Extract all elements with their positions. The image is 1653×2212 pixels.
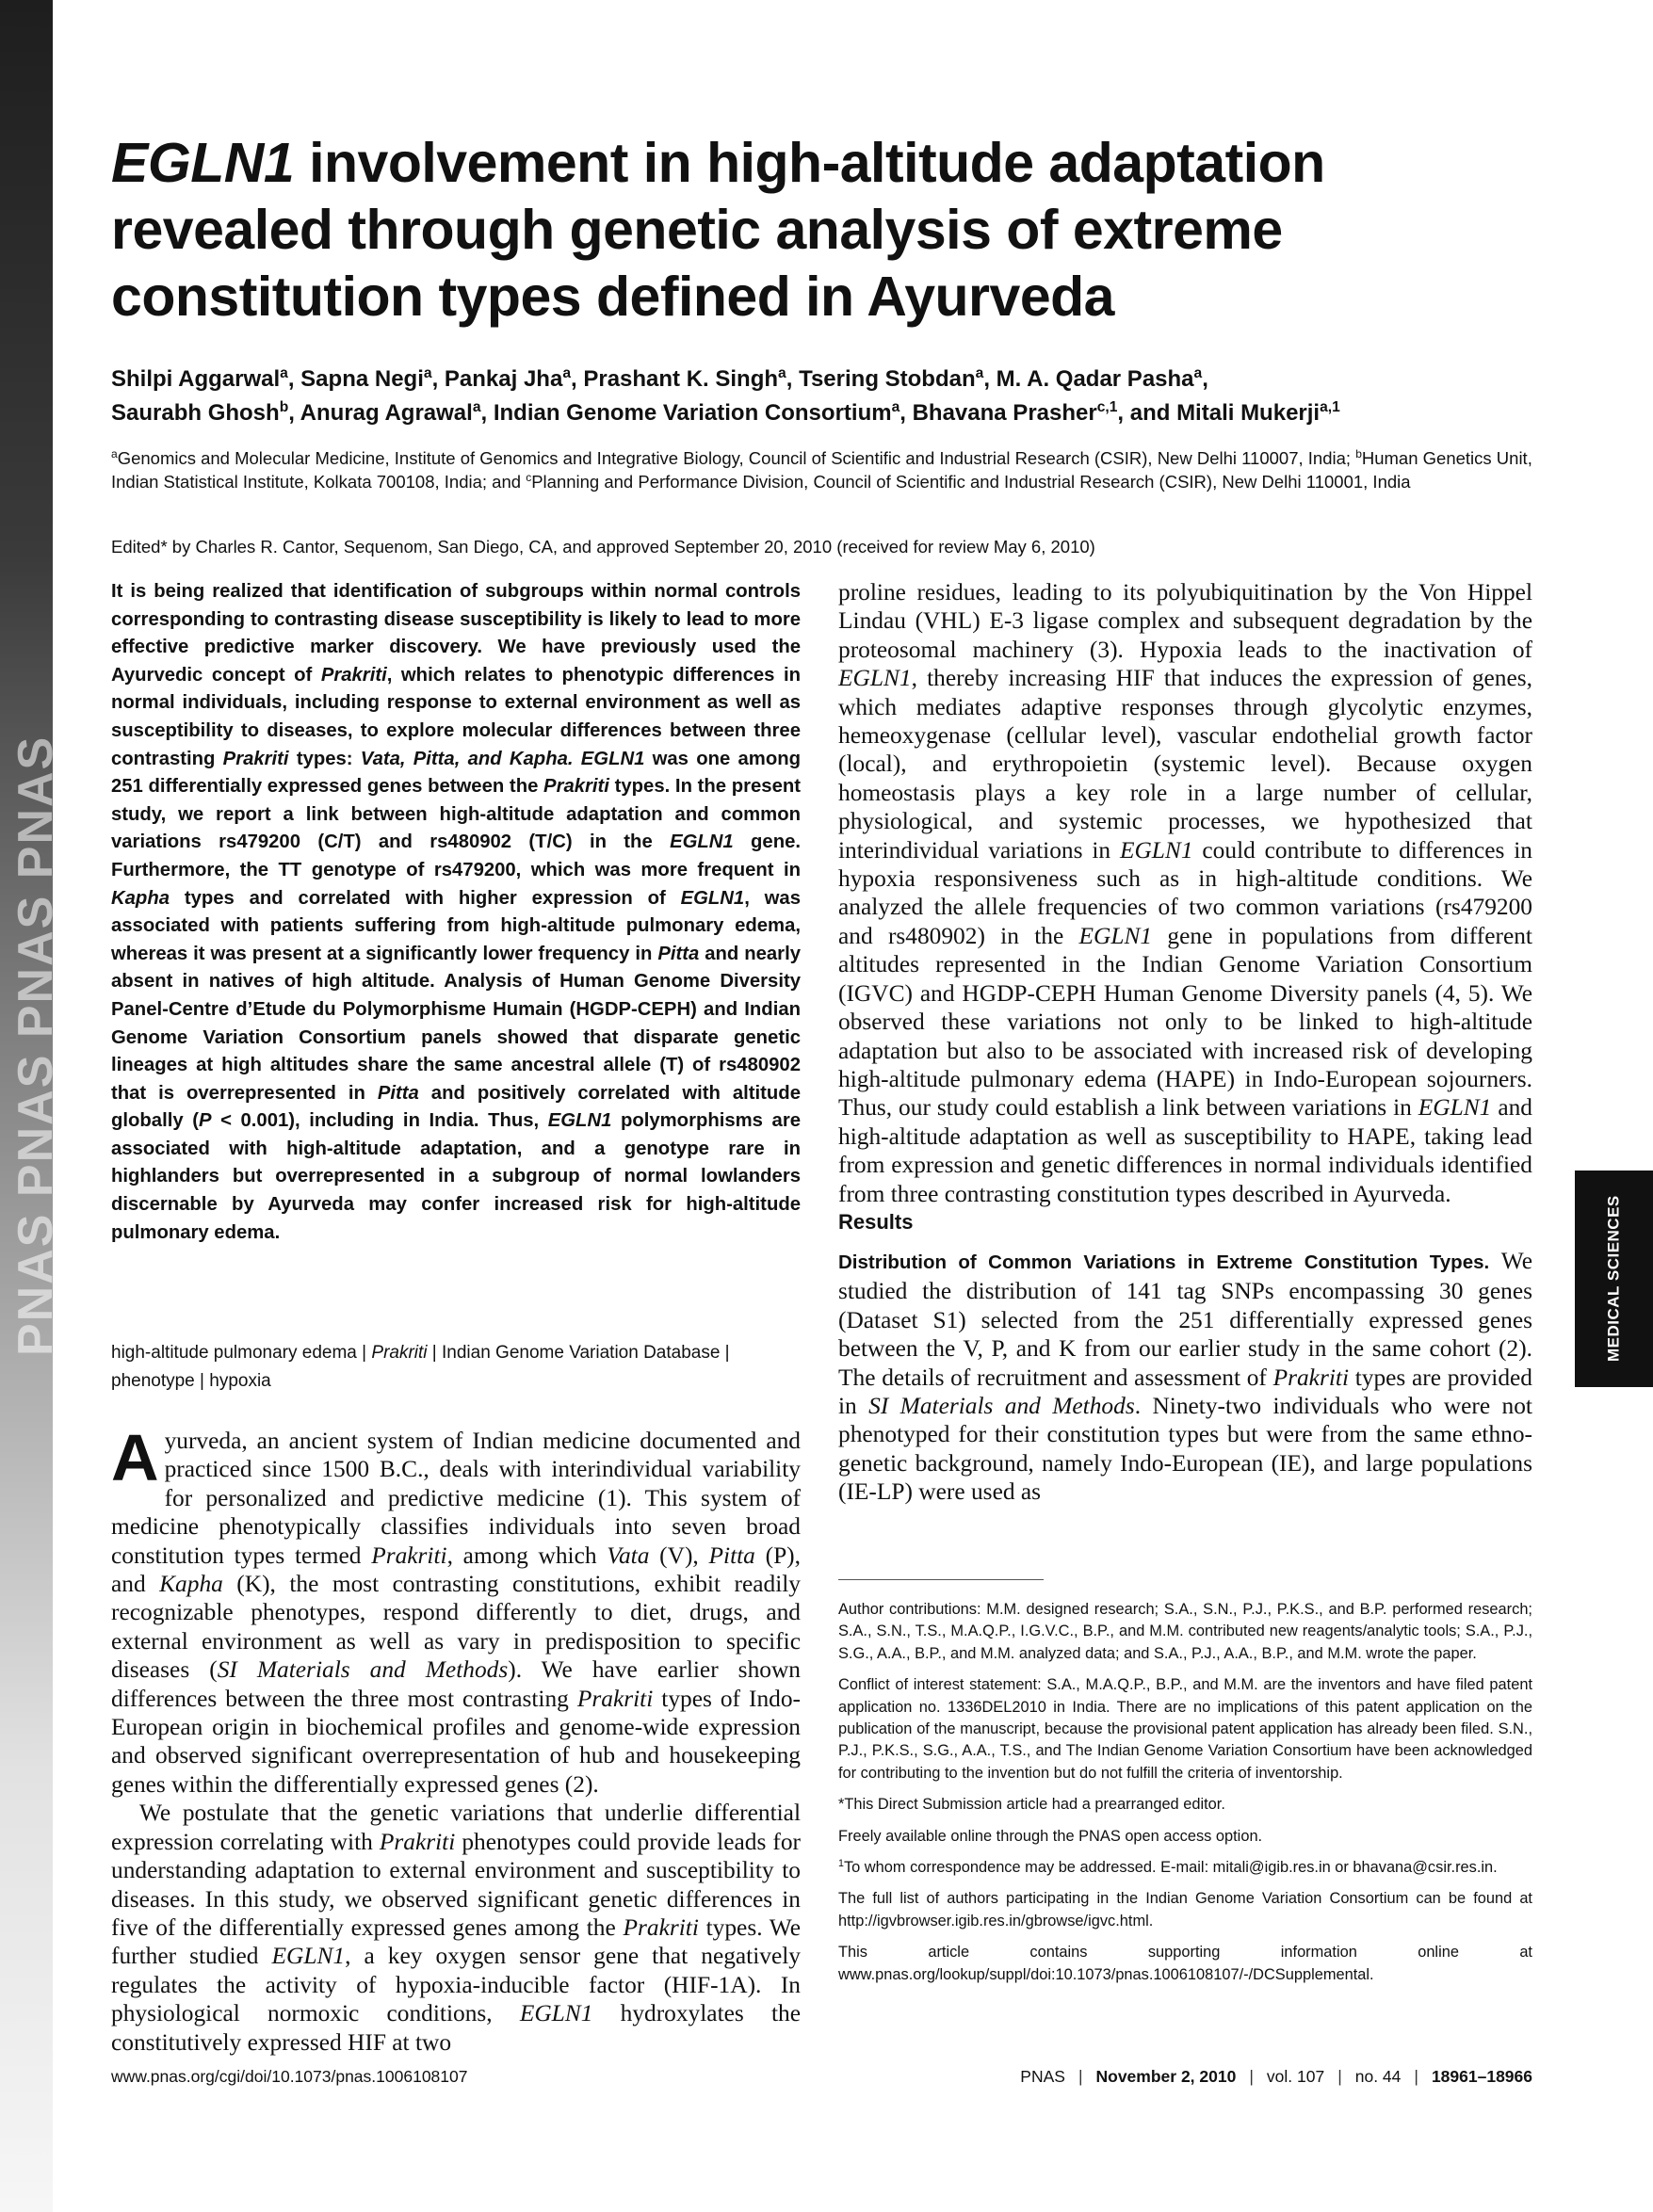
title-rest: involvement in high-altitude adaptation revealed through genetic analysis of extreme constitution types defined in Ayurveda bbox=[111, 132, 1325, 328]
doi-url: www.pnas.org/cgi/doi/10.1073/pnas.1006108107 bbox=[111, 2067, 468, 2086]
section-tab: MEDICAL SCIENCES bbox=[1575, 1171, 1653, 1387]
correspondence-note: $^1$To whom correspondence may be addressed. E-mail: mitali@igib.res.in or bhavana@csir.res.in. bbox=[838, 1858, 1498, 1877]
author: Prashant K. Singh$^a$, bbox=[583, 365, 800, 392]
intro-paragraph: Ayurveda, an ancient system of Indian medicine documented and practiced since 1500 B.C., deals with interindividual variability for personalized and predictive medicine (1). This system of medicine phenotypically classifies individuals into seven broad constitution types termed Prakriti, among which Vata (V), Pitta (P), and Kapha (K), the most contrasting constitutions, exhibit readily recognizable phenotypes, respond differently to diet, drugs, and external environment as well as vary in predisposition to specific diseases (SI Materials and Methods). We have earlier shown differences between the three most contrasting Prakriti types of Indo-European origin in biochemical profiles and genome-wide expression and observed significant overrepresentation of hub and housekeeping genes within the differentially expressed genes (2). bbox=[111, 1421, 801, 1798]
results-paragraph: Distribution of Common Variations in Extreme Constitution Types. We studied the distribution of 141 tag SNPs encompassing 30 genes (Dataset S1) selected from the 251 differentially expressed genes between the V, P, and K from our earlier study in the same cohort (2). The details of recruitment and assessment of Prakriti types are provided in SI Materials and Methods. Ninety-two individuals who were not phenotyped for their constitution types but were from the same ethno-genetic background, namely Indo-European (IE), and large populations (IE-LP) were used as bbox=[838, 1248, 1532, 1506]
author: Saurabh Ghosh$^b$, bbox=[111, 399, 300, 426]
results-subheading: Distribution of Common Variations in Extreme Constitution Types. bbox=[838, 1251, 1490, 1273]
author: Bhavana Prasher$^{c,1}$, and bbox=[912, 399, 1177, 426]
keywords: high-altitude pulmonary edema | Prakriti | Indian Genome Variation Database | phenotype | hypoxia bbox=[111, 1343, 730, 1391]
body-column-left bbox=[111, 1421, 802, 2057]
author: Indian Genome Variation Consortium$^a$, bbox=[493, 399, 913, 426]
author: Pankaj Jha$^a$, bbox=[444, 365, 584, 392]
footnotes bbox=[838, 1599, 1532, 1995]
edited-by-line: Edited* by Charles R. Cantor, Sequenom, San Diego, CA, and approved September 20, 2010 (received for review May 6, 2010) bbox=[111, 537, 1095, 557]
citation-footer: PNAS | November 2, 2010 | vol. 107 | no. 44 | 18961–18966 bbox=[1020, 2067, 1532, 2086]
author: Mitali Mukerji$^{a,1}$ bbox=[1176, 399, 1340, 426]
drop-cap: A bbox=[111, 1421, 159, 1494]
footnote-divider bbox=[838, 1579, 1044, 1580]
intro-continuation: proline residues, leading to its polyubiquitination by the Von Hippel Lindau (VHL) E-3 ligase complex and subsequent degradation by the proteosomal machinery (3). Hypoxia leads to the inactivation of EGLN1, thereby increasing HIF that induces the expression of genes, which mediates adaptive responses through glycolytic enzymes, hemeoxygenase (cellular level), vascular endothelial growth factor (local), and erythropoietin (systemic level). Because oxygen homeostasis plays a key role in a large number of cellular, physiological, and systemic processes, we hypothesized that interindividual variations in EGLN1 could contribute to differences in hypoxia responsiveness such as in high-altitude conditions. We analyzed the allele frequencies of two common variations (rs479200 and rs480902) in the EGLN1 gene in populations from different altitudes represented in the Indian Genome Variation Consortium (IGVC) and HGDP-CEPH Human Genome Diversity panels (4, 5). We observed these variations not only to be linked to high-altitude adaptation but also to be associated with increased risk of developing high-altitude pulmonary edema (HAPE) in Indo-European sojourners. Thus, our study could establish a link between variations in EGLN1 and high-altitude adaptation as well as susceptibility to HAPE, taking lead from expression and genetic differences in normal individuals identified from three contrasting constitution types described in Ayurveda. bbox=[838, 579, 1532, 1207]
article-title bbox=[111, 130, 1430, 331]
open-access-note: Freely available online through the PNAS open access option. bbox=[838, 1827, 1263, 1845]
direct-submission-note: *This Direct Submission article had a prearranged editor. bbox=[838, 1796, 1225, 1814]
spine-logo-text: PNAS PNAS PNAS PNAS bbox=[8, 735, 63, 1356]
consortium-list-note: The full list of authors participating in the Indian Genome Variation Consortium can be found at http://igvbrowser.igib.res.in/gbrowse/igvc.html. bbox=[838, 1890, 1532, 1929]
title-gene: EGLN1 bbox=[111, 132, 295, 194]
body-column-right bbox=[838, 578, 1532, 1208]
journal-spine bbox=[0, 0, 63, 2212]
supporting-info-note: This article contains supporting information online at www.pnas.org/lookup/suppl/doi:10.1073/pnas.1006108107/-/DCSupplemental. bbox=[838, 1944, 1532, 1983]
author: Shilpi Aggarwal$^a$, bbox=[111, 365, 301, 392]
author-contributions: Author contributions: M.M. designed research; S.A., S.N., P.J., P.K.S., and B.P. performed research; S.A., S.N., T.S., M.A.Q.P., I.G.V.C., B.P., and M.M. contributed new reagents/analytic tools; S.A., P.J., S.G., A.A., B.P., and M.M. analyzed data; and S.A., P.J., A.A., B.P., and M.M. wrote the paper. bbox=[838, 1601, 1532, 1662]
author: Anurag Agrawal$^a$, bbox=[300, 399, 494, 426]
results-heading: Results bbox=[838, 1210, 914, 1234]
conflict-statement: Conflict of interest statement: S.A., M.A.Q.P., B.P., and M.M. are the inventors and have filed patent application no. 1336DEL2010 in India. There are no implications of this patent application on the publication of the manuscript, because the provisional patent application has already been filed. S.N., P.J., P.K.S., S.G., A.A., T.S., and The Indian Genome Variation Consortium have been acknowledged for contributing to the invention but do not fulfill the criteria of inventorship. bbox=[838, 1676, 1532, 1782]
author: M. A. Qadar Pasha$^a$, bbox=[996, 365, 1208, 392]
author: Tsering Stobdan$^a$, bbox=[799, 365, 997, 392]
affiliations: $^a$Genomics and Molecular Medicine, Institute of Genomics and Integrative Biology, Council of Scientific and Industrial Research (CSIR), New Delhi 110007, India; $^b$Human Genetics Unit, Indian Statistical Institute, Kolkata 700108, India; and $^c$Planning and Performance Division, Council of Scientific and Industrial Research (CSIR), New Delhi 110001, India bbox=[111, 447, 1532, 492]
intro-paragraph: We postulate that the genetic variations that underlie differential expression correlating with Prakriti phenotypes could provide leads for understanding adaptation to external environment and susceptibility to diseases. In this study, we observed significant genetic differences in five of the differentially expressed genes among the Prakriti types. We further studied EGLN1, a key oxygen sensor gene that negatively regulates the activity of hypoxia-inducible factor (HIF-1A). In physiological normoxic conditions, EGLN1 hydroxylates the constitutively expressed HIF at two bbox=[111, 1800, 802, 2056]
abstract: It is being realized that identification of subgroups within normal controls corresponding to contrasting disease susceptibility is likely to lead to more effective predictive marker discovery. We have previously used the Ayurvedic concept of Prakriti, which relates to phenotypic differences in normal individuals, including response to external environment as well as susceptibility to diseases, to explore molecular differences between three contrasting Prakriti types: Vata, Pitta, and Kapha. EGLN1 was one among 251 differentially expressed genes between the Prakriti types. In the present study, we report a link between high-altitude adaptation and common variations rs479200 (C/T) and rs480902 (T/C) in the EGLN1 gene. Furthermore, the TT genotype of rs479200, which was more frequent in Kapha types and correlated with higher expression of EGLN1, was associated with patients suffering from high-altitude pulmonary edema, whereas it was present at a significantly lower frequency in Pitta and nearly absent in natives of high altitude. Analysis of Human Genome Diversity Panel-Centre d’Etude du Polymorphisme Humain (HGDP-CEPH) and Indian Genome Variation Consortium panels showed that disparate genetic lineages at high altitudes share the same ancestral allele (T) of rs480902 that is overrepresented in Pitta and positively correlated with altitude globally (P < 0.001), including in India. Thus, EGLN1 polymorphisms are associated with high-altitude adaptation, and a genotype rare in highlanders but overrepresented in a subgroup of normal lowlanders discernable by Ayurveda may confer increased risk for high-altitude pulmonary edema. bbox=[111, 581, 801, 1243]
author-list bbox=[111, 363, 1543, 430]
author: Sapna Negi$^a$, bbox=[300, 365, 445, 392]
